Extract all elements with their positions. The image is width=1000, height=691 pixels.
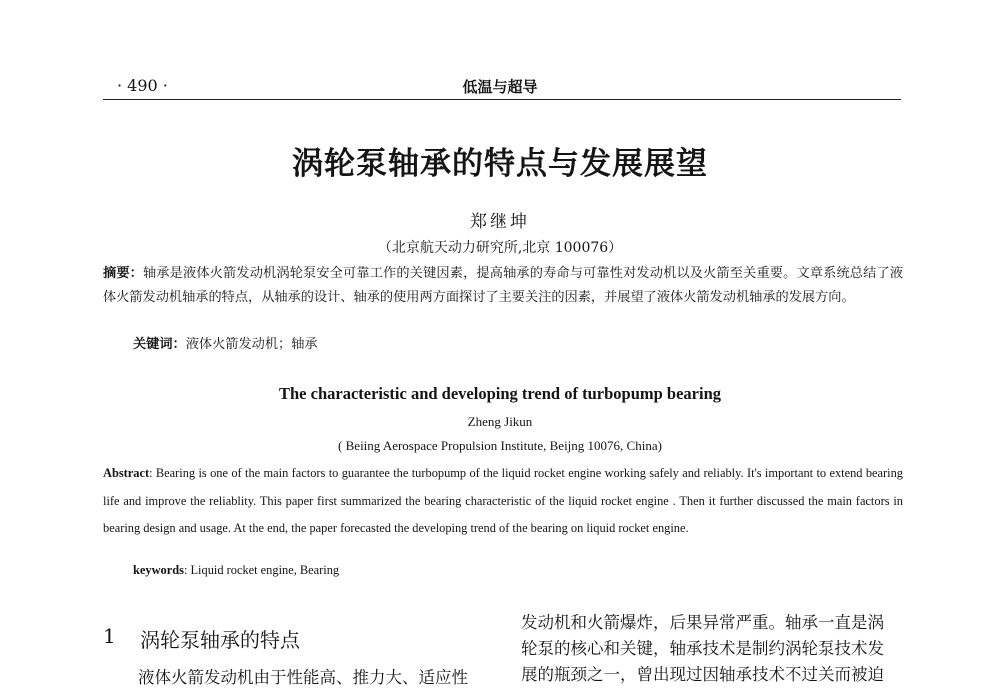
body-left-column: 液体火箭发动机由于性能高、推力大、适应性 xyxy=(138,668,468,687)
keywords-cn xyxy=(133,333,318,352)
header-rule xyxy=(103,99,901,100)
abstract-en-text: : Bearing is one of the main factors to guarantee the turbopump of the liquid rocket engine working safely and reliably. It's important to extend bearing life and improve the reliablity. This paper first summarized the bearing characteristic of the liquid rocket engine . Then it further discussed the main factors in bearing design and usage. At the end, the paper forecasted the developing trend of the bearing on liquid rocket engine. xyxy=(103,466,903,535)
body-right-line: 发动机和火箭爆炸，后果异常严重。轴承一直是涡 xyxy=(521,613,884,632)
keywords-en xyxy=(133,563,339,578)
section-number: 1 xyxy=(103,624,116,648)
author-cn: 郑继坤 xyxy=(470,212,530,232)
author-en: Zheng Jikun xyxy=(467,414,533,429)
section-title: 涡轮泵轴承的特点 xyxy=(140,628,300,652)
body-right-column xyxy=(521,610,903,688)
keywords-cn-label: 关键词： xyxy=(133,337,186,352)
keywords-en-label: keywords xyxy=(133,563,184,577)
abstract-en xyxy=(103,460,903,543)
page-number: · 490 · xyxy=(117,76,168,95)
paper-title-cn: 涡轮泵轴承的特点与发展展望 xyxy=(292,146,708,182)
paper-title-en: The characteristic and developing trend of turbopump bearing xyxy=(279,384,721,403)
abstract-cn xyxy=(103,262,903,310)
affiliation-en: ( Beiing Aerospace Propulsion Institute, Beijng 10076, China) xyxy=(338,438,662,453)
body-right-line: 展的瓶颈之一，曾出现过因轴承技术不过关而被迫 xyxy=(521,665,884,684)
keywords-cn-text: 液体火箭发动机；轴承 xyxy=(185,337,318,352)
affiliation-cn: （北京航天动力研究所,北京 100076） xyxy=(377,240,623,256)
body-right-line: 轮泵的核心和关键，轴承技术是制约涡轮泵技术发 xyxy=(521,639,884,658)
abstract-cn-text: 轴承是液体火箭发动机涡轮泵安全可靠工作的关键因素，提高轴承的寿命与可靠性对发动机以及火箭至关重要。文章系统总结了液体火箭发动机轴承的特点，从轴承的设计、轴承的使用两方面探讨了主要关注的因素，并展望了液体火箭发动机轴承的发展方向。 xyxy=(103,266,904,305)
abstract-cn-label: 摘要： xyxy=(103,266,144,281)
journal-name: 低温与超导 xyxy=(462,78,538,96)
abstract-en-label: Abstract xyxy=(103,466,150,480)
keywords-en-text: : Liquid rocket engine, Bearing xyxy=(183,563,340,577)
